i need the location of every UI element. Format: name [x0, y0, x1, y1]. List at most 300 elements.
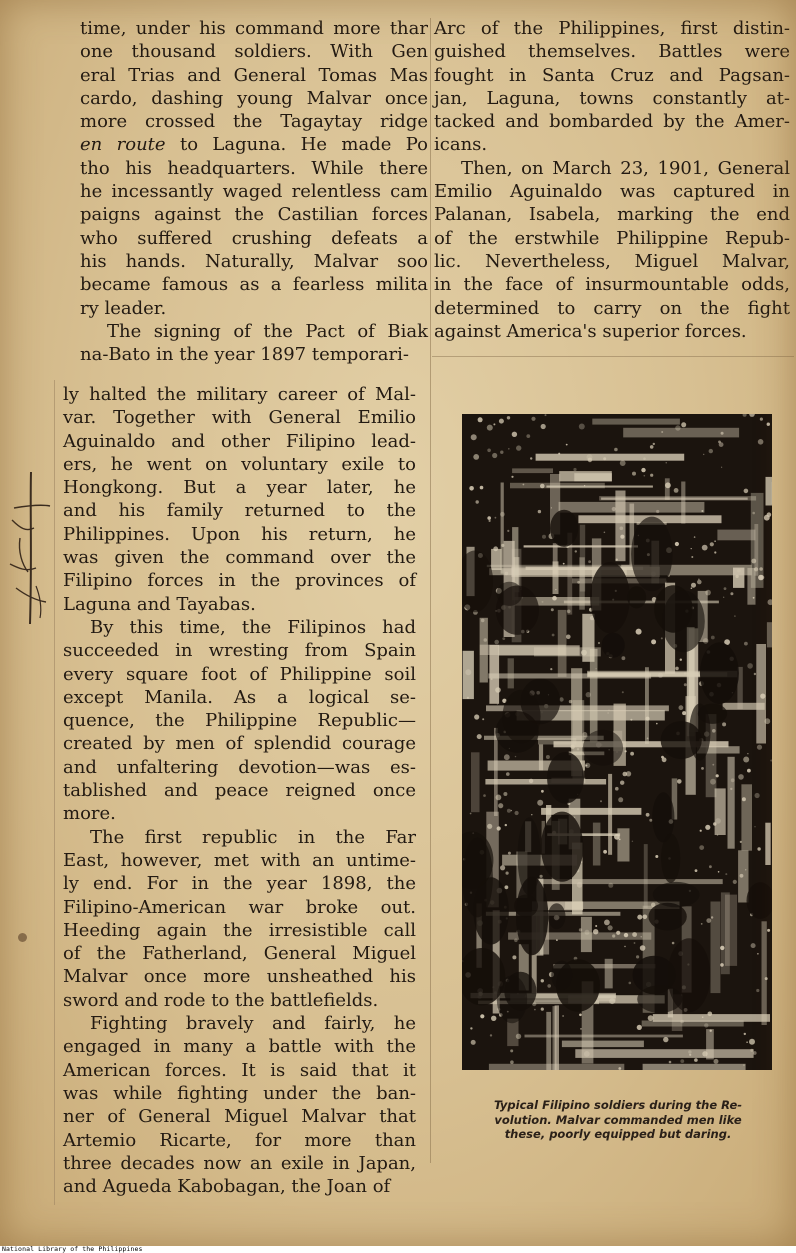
photo-texture	[675, 667, 679, 671]
text-line: American forces. It is said that it	[63, 1059, 416, 1081]
photo-texture	[703, 638, 709, 644]
photo-texture	[483, 794, 486, 797]
photo-texture	[608, 710, 609, 711]
photo-texture	[714, 1059, 719, 1064]
photo-texture	[661, 637, 663, 639]
photo-texture	[744, 489, 749, 494]
photo-texture	[550, 668, 552, 670]
photo-texture	[665, 482, 671, 488]
photo-texture	[563, 563, 565, 565]
photo-texture	[545, 414, 547, 416]
text-line: Laguna and Tayabas.	[63, 593, 256, 615]
photo-texture	[559, 471, 612, 481]
text-line: ers, he went on voluntary exile to	[63, 453, 416, 475]
photo-texture	[505, 572, 509, 576]
photo-texture	[612, 507, 616, 511]
photo-texture	[582, 732, 587, 737]
photo-texture	[752, 512, 755, 515]
photo-texture	[516, 877, 548, 955]
text-line: sword and rode to the battlefields.	[63, 989, 379, 1011]
photo-texture	[604, 532, 606, 534]
photo-texture	[691, 556, 693, 558]
photo-texture	[550, 510, 578, 547]
photo-texture	[530, 457, 532, 459]
photo-texture	[740, 841, 742, 843]
photo-texture	[705, 590, 711, 596]
text-line: his hands. Naturally, Malvar soo	[80, 250, 428, 272]
photo-texture	[583, 730, 623, 766]
photo-texture	[750, 1049, 753, 1052]
photo-texture	[760, 418, 763, 421]
photo-texture	[579, 928, 582, 931]
photo-texture	[663, 1037, 668, 1042]
photo-texture	[614, 834, 620, 840]
photo-texture	[619, 839, 621, 841]
photo-texture	[508, 852, 511, 855]
photo-texture	[751, 493, 764, 588]
photo-texture	[553, 1006, 557, 1070]
photo-texture	[703, 454, 704, 455]
photo-texture	[661, 756, 664, 759]
photo-texture	[514, 939, 518, 943]
photo-texture	[604, 920, 610, 926]
photo-texture	[665, 478, 670, 500]
photo-texture	[751, 943, 756, 948]
photo-texture	[758, 575, 764, 581]
photo-texture	[760, 694, 765, 699]
photo-texture	[641, 468, 645, 472]
text-line: ly halted the military career of Mal-	[63, 384, 416, 405]
photo-texture	[579, 1014, 582, 1017]
text-line: of the erstwhile Philippine Repub-	[434, 227, 790, 249]
photo-texture	[747, 882, 773, 919]
photo-texture	[515, 756, 516, 757]
photo-texture	[762, 921, 767, 1025]
text-line: Fighting bravely and fairly, he	[63, 1013, 416, 1035]
photo-texture	[575, 1049, 753, 1058]
photo-texture	[721, 467, 722, 468]
photo-texture	[620, 527, 624, 531]
photo-texture	[741, 784, 752, 850]
photo-texture	[471, 434, 477, 440]
photo-texture	[764, 718, 770, 724]
photo-texture	[541, 812, 583, 882]
photo-texture	[738, 774, 744, 780]
photo-texture	[674, 488, 679, 493]
text-line: Aguinaldo and other Filipino lead-	[63, 430, 416, 452]
photo-texture	[541, 424, 546, 429]
photo-texture	[744, 1033, 746, 1035]
photo-texture	[765, 823, 770, 865]
photo-texture	[637, 1025, 642, 1030]
text-line: ner of General Miguel Malvar that	[63, 1106, 416, 1128]
photo-texture	[477, 734, 482, 739]
text-line: determined to carry on the fight	[434, 297, 790, 319]
footer-credit: National Library of the Philippines	[2, 1245, 143, 1253]
photo-texture	[768, 599, 773, 605]
photo-texture	[602, 633, 625, 658]
text-line: engaged in many a battle with the	[63, 1036, 416, 1058]
photo-texture	[497, 704, 498, 705]
photo-texture	[575, 550, 577, 552]
photo-texture	[555, 589, 556, 590]
text-line: was given the command over the	[63, 547, 416, 569]
photo-texture	[534, 1009, 536, 1011]
photo-texture	[757, 745, 762, 750]
text-line: Filipino-American war broke out.	[63, 896, 416, 918]
photo-texture	[770, 760, 772, 762]
text-line: more.	[63, 803, 116, 825]
photo-texture	[546, 755, 550, 759]
photo-texture	[708, 1012, 713, 1017]
photo-texture	[511, 810, 512, 811]
photo-texture	[714, 551, 716, 553]
photo-texture	[516, 445, 521, 450]
photo-texture	[632, 932, 637, 937]
photo-texture	[566, 635, 571, 640]
photo-texture	[462, 551, 493, 613]
photo-texture	[728, 757, 735, 849]
caption-line: volution. Malvar commanded men like	[494, 1112, 742, 1127]
photo-texture	[502, 690, 540, 744]
photo-texture	[620, 460, 626, 466]
photo-texture	[551, 608, 554, 611]
photo-texture	[542, 535, 546, 539]
photo-texture	[498, 645, 579, 655]
photo-texture	[759, 567, 763, 571]
photo-texture	[620, 535, 624, 539]
photo-texture	[608, 712, 609, 713]
photo-texture	[577, 882, 583, 888]
photo-texture	[749, 1039, 755, 1045]
text-line: created by men of splendid courage	[63, 733, 416, 755]
text-line: fought in Santa Cruz and Pagsan-	[434, 64, 790, 86]
photo-texture	[651, 639, 656, 644]
photo-texture	[618, 1067, 621, 1070]
photo-texture	[515, 811, 519, 815]
photo-texture	[637, 985, 682, 1013]
photo-texture	[747, 663, 753, 669]
photo-texture	[567, 610, 571, 614]
text-line: icans.	[434, 134, 488, 156]
photo-texture	[505, 824, 507, 826]
photo-texture	[743, 1064, 745, 1066]
photo-texture	[681, 482, 685, 524]
photo-texture	[744, 642, 748, 646]
text-line: cardo, dashing young Malvar once	[80, 87, 428, 109]
photo-texture	[720, 946, 724, 950]
photo-texture	[608, 883, 613, 888]
caption-line: these, poorly equipped but daring.	[504, 1127, 732, 1141]
text-line: of the Fatherland, General Miguel	[63, 943, 416, 965]
text-line: one thousand soldiers. With Gen	[80, 41, 428, 63]
photo-texture	[494, 640, 499, 645]
photo-texture	[592, 419, 680, 425]
photo-texture	[586, 692, 591, 697]
photo-texture	[721, 892, 730, 974]
photo-texture	[485, 779, 606, 785]
photo-texture	[507, 809, 511, 813]
photo-texture	[615, 787, 619, 791]
text-line: against America's superior forces.	[434, 320, 747, 342]
photo-texture	[743, 414, 747, 417]
photo-texture	[489, 645, 499, 704]
photo-texture	[618, 797, 623, 802]
photo-texture	[767, 622, 772, 647]
photo-texture	[709, 865, 712, 868]
photo-texture	[492, 453, 497, 458]
photo-texture	[469, 486, 474, 491]
photo-texture	[756, 989, 759, 992]
photo-texture	[526, 434, 530, 438]
photo-texture	[705, 825, 710, 830]
photo-texture	[764, 515, 770, 521]
photo-texture	[754, 673, 756, 675]
photo-caption	[452, 1098, 784, 1142]
photo-texture	[573, 468, 576, 471]
photo-texture	[675, 542, 679, 546]
text-line: except Manila. As a logical se-	[63, 686, 416, 708]
photo-texture	[723, 597, 724, 598]
photo-texture	[625, 750, 627, 752]
photo-texture	[616, 559, 618, 561]
photo-texture	[516, 1034, 521, 1039]
photo-texture	[623, 772, 628, 777]
article-column-top-right	[434, 17, 790, 343]
photo-texture	[646, 813, 650, 817]
photo-texture	[615, 491, 625, 562]
photo-texture	[627, 586, 646, 608]
photo-texture	[537, 800, 543, 806]
photo-texture	[480, 486, 484, 490]
photo-texture	[710, 542, 714, 546]
text-line: Arc of the Philippines, first distin-	[434, 18, 790, 39]
photo-texture	[702, 1051, 707, 1056]
photo-texture	[650, 445, 654, 449]
text-line: East, however, met with an untime-	[63, 849, 416, 871]
photo-texture	[747, 769, 751, 773]
photo-texture	[710, 779, 716, 785]
photo-texture	[510, 1049, 513, 1052]
photo-texture	[734, 615, 736, 617]
photo-texture	[491, 549, 502, 570]
photo-texture	[500, 451, 503, 454]
photo-texture	[653, 882, 700, 907]
photo-texture	[562, 1015, 564, 1017]
photo-texture	[585, 930, 590, 935]
photo-texture	[605, 959, 613, 989]
text-line: Philippines. Upon his return, he	[63, 523, 416, 545]
photo-texture	[512, 955, 516, 959]
photo-texture	[640, 945, 646, 951]
photo-texture	[742, 797, 746, 801]
photo-texture	[765, 977, 768, 980]
photo-texture	[487, 449, 491, 453]
photo-texture	[712, 729, 716, 733]
text-line: jan, Laguna, towns constantly at-	[434, 87, 790, 109]
photo-texture	[603, 457, 606, 460]
text-line: The first republic in the Far	[63, 826, 416, 848]
photo-texture	[473, 454, 479, 460]
photo-texture	[478, 417, 483, 422]
photo-texture	[747, 753, 748, 754]
photo-texture	[506, 872, 509, 875]
text-line: succeeded in wresting from Spain	[63, 640, 416, 662]
photo-texture	[620, 781, 624, 785]
photo-texture	[541, 790, 544, 793]
photo-texture	[593, 823, 601, 866]
text-line: Palanan, Isabela, marking the end	[434, 204, 790, 226]
photo-texture	[702, 545, 708, 551]
photo-texture	[745, 869, 746, 870]
photo-texture	[717, 530, 755, 541]
photo-texture	[541, 979, 544, 982]
photo-texture	[712, 764, 714, 766]
photo-texture	[682, 711, 686, 715]
photo-texture	[656, 510, 659, 513]
photo-texture	[603, 850, 607, 854]
photo-texture	[624, 946, 625, 947]
photo-texture	[539, 744, 543, 770]
photo-texture	[716, 774, 719, 777]
photo-texture	[751, 559, 756, 564]
photo-texture	[746, 1041, 748, 1043]
photo-texture	[754, 826, 755, 827]
photo-texture	[709, 449, 713, 453]
text-line: tho his headquarters. While there	[80, 157, 428, 179]
photo-texture	[631, 517, 673, 592]
photo-texture	[480, 618, 488, 683]
photo-texture	[546, 1012, 551, 1070]
text-line: The signing of the Pact of Biak	[80, 320, 428, 342]
text-line: time, under his command more thar	[80, 18, 428, 39]
photo-texture	[679, 705, 684, 710]
photo-texture	[551, 961, 572, 990]
text-line: Hongkong. But a year later, he	[63, 477, 416, 499]
photo-texture	[637, 915, 642, 920]
photo-texture	[558, 610, 567, 677]
photo-texture	[600, 800, 602, 802]
photo-texture	[501, 544, 504, 547]
photo-texture	[749, 414, 755, 417]
text-line: he incessantly waged relentless cam	[80, 181, 428, 203]
photo-texture	[500, 512, 505, 517]
photo-texture	[566, 444, 568, 446]
photo-texture	[730, 788, 732, 790]
photo-texture	[531, 417, 535, 421]
photo-texture	[721, 432, 724, 435]
photo-texture	[643, 1064, 746, 1070]
photo-halftone-image	[462, 414, 772, 1070]
photo-texture	[662, 590, 705, 652]
photo-texture	[641, 936, 642, 937]
photo-texture	[536, 454, 685, 461]
photo-texture	[702, 1016, 704, 1018]
photo-texture	[471, 1040, 476, 1045]
text-line: in the face of insurmountable odds,	[434, 274, 790, 296]
photo-texture	[644, 844, 648, 908]
photo-texture	[587, 454, 593, 460]
photo-texture	[646, 717, 650, 721]
photo-texture	[695, 869, 698, 872]
photo-texture	[540, 484, 545, 489]
text-line: ry leader.	[80, 297, 167, 319]
photo-texture	[661, 721, 702, 759]
photo-texture	[713, 822, 716, 825]
photo-texture	[624, 933, 628, 937]
photo-texture	[688, 1050, 691, 1053]
photo-texture	[661, 431, 663, 433]
photo-texture	[510, 1060, 514, 1064]
photo-texture	[691, 587, 693, 589]
photo-texture	[491, 678, 493, 680]
photo-texture	[643, 457, 646, 460]
photo-texture	[669, 1061, 672, 1064]
photo-texture	[588, 560, 591, 563]
text-line: lic. Nevertheless, Miguel Malvar,	[434, 250, 790, 272]
photo-texture	[590, 649, 598, 743]
photo-texture	[612, 934, 615, 937]
photo-texture	[629, 982, 632, 985]
photo-texture	[630, 719, 632, 721]
photo-texture	[504, 754, 510, 760]
photo-texture	[756, 644, 766, 744]
photo-texture	[508, 658, 514, 688]
photo-texture	[700, 642, 739, 704]
photo-texture	[609, 998, 615, 1004]
photo-texture	[722, 722, 726, 726]
photo-texture	[507, 530, 509, 532]
photo-texture	[556, 939, 558, 941]
photo-texture	[767, 929, 770, 932]
column-divider-left	[54, 380, 55, 1205]
photo-texture	[634, 942, 636, 944]
photo-texture	[632, 472, 636, 476]
caption-line: Typical Filipino soldiers during the Re-	[493, 1098, 743, 1112]
photo-texture	[694, 1058, 698, 1062]
photo-texture	[540, 875, 543, 878]
photo-texture	[614, 448, 618, 452]
text-line: Emilio Aguinaldo was captured in	[434, 181, 790, 203]
photo-texture	[487, 516, 491, 520]
photo-texture	[581, 650, 587, 656]
photo-texture	[512, 432, 517, 437]
photo-texture	[577, 748, 579, 750]
photo-texture	[700, 830, 702, 832]
photo-texture	[767, 423, 770, 426]
photo-texture	[562, 1041, 644, 1048]
photo-texture	[717, 834, 718, 835]
photo-texture	[698, 579, 699, 580]
photo-texture	[593, 929, 598, 934]
photo-texture	[636, 955, 639, 958]
photo-texture	[743, 757, 749, 763]
photo-texture	[719, 442, 724, 447]
photo-texture	[579, 557, 585, 609]
photo-texture	[753, 1051, 757, 1055]
photo-texture	[552, 634, 555, 637]
text-line: guished themselves. Battles were	[434, 41, 790, 63]
photo-texture	[753, 597, 755, 599]
photo-texture	[694, 536, 696, 538]
photo-texture	[701, 923, 703, 925]
photo-texture	[658, 673, 663, 678]
photo-texture	[507, 416, 510, 419]
article-column-top-left	[80, 17, 428, 366]
text-line: and his family returned to the	[63, 500, 416, 522]
column-divider-horizontal	[432, 356, 794, 357]
photo-texture	[503, 792, 507, 796]
